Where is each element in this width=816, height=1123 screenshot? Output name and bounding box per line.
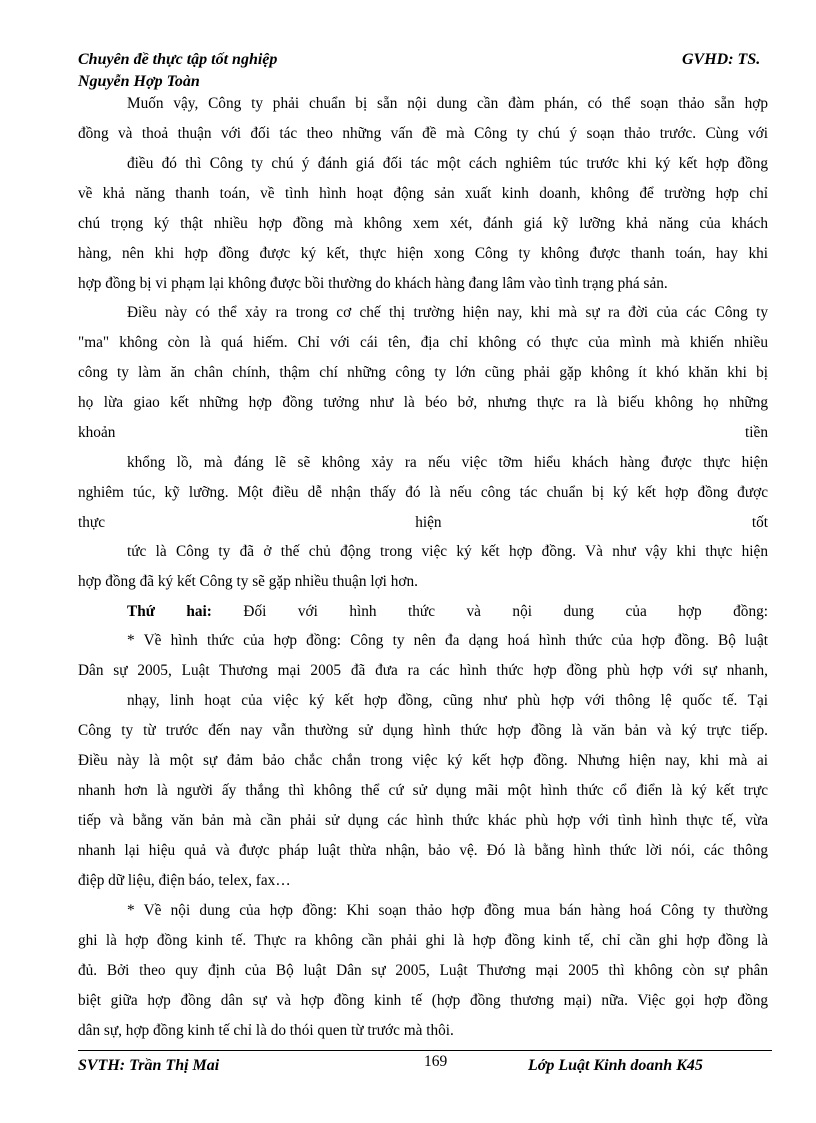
body-line: về khả năng thanh toán, về tình hình hoạt động sản xuất kinh doanh, không để trường hợp chỉ [78,185,768,202]
footer-author: SVTH: Trần Thị Mai [78,1057,220,1074]
body-line: Dân sự 2005, Luật Thương mại 2005 đã đưa ra các hình thức hợp đồng phù hợp với sự nhanh, [78,662,768,679]
body-line: "ma" không còn là quá hiếm. Chỉ với cái tên, địa chỉ không có thực của mình mà khiến nhiều [78,334,768,351]
body-line: Điều này là một sự đảm bảo chắc chắn trong việc ký kết hợp đồng. Nhưng hiện nay, khi mà ai [78,752,768,769]
footer-rule [78,1050,772,1051]
header-title-line2: Nguyễn Hợp Toàn [78,73,200,90]
header-title-line1: Chuyên đề thực tập tốt nghiệp [78,51,278,68]
body-line: công ty làm ăn chân chính, thậm chí những công ty lớn cũng phải gặp không ít khó khăn khi bị [78,364,768,381]
body-line: họ lừa giao kết những hợp đồng tưởng như là béo bở, nhưng thực ra là biếu không họ những [78,394,768,411]
body-line: dân sự, hợp đồng kinh tế chỉ là do thói quen từ trước mà thôi. [78,1022,454,1039]
body-line: chú trọng ký thật nhiều hợp đồng mà không xem xét, đánh giá kỹ lưỡng khả năng của khách [78,215,768,232]
body-line: khổng lồ, mà đáng lẽ sẽ không xảy ra nếu việc tỡm hiểu khách hàng được thực hiện [127,454,768,471]
footer-class: Lớp Luật Kinh doanh K45 [528,1057,703,1074]
body-line: * Về hình thức của hợp đồng: Công ty nên đa dạng hoá hình thức của hợp đồng. Bộ luật [127,632,768,649]
body-line: đủ. Bởi theo quy định của Bộ luật Dân sự 2005, Luật Thương mại 2005 thì không còn sự phân [78,962,768,979]
body-line: hợp đồng bị vi phạm lại không được bồi thường do khách hàng đang lâm vào tình trạng phá sản. [78,275,668,292]
body-line: điều đó thì Công ty chú ý đánh giá đối tác một cách nghiêm túc trước khi ký kết hợp đồng [127,155,768,172]
body-line: đồng và thoả thuận với đối tác theo những vấn đề mà Công ty chú ý soạn thảo trước. Cùng với [78,125,768,142]
body-line: * Về nội dung của hợp đồng: Khi soạn thảo hợp đồng mua bán hàng hoá Công ty thường [127,902,768,919]
body-line: hợp đồng đã ký kết Công ty sẽ gặp nhiều thuận lợi hơn. [78,573,418,590]
section-heading-text: Đối với hình thức và nội dung của hợp đồng: [243,603,768,620]
body-line: nhạy, linh hoạt của việc ký kết hợp đồng, cũng như phù hợp với thông lệ quốc tế. Tại [127,692,768,709]
body-line: Muốn vậy, Công ty phải chuẩn bị sẵn nội dung cần đàm phán, có thể soạn thảo sẵn hợp [127,95,768,112]
body-line: thực hiện tốt [78,514,768,531]
header-gvhd: GVHD: TS. [682,51,761,68]
body-line: Công ty từ trước đến nay vẫn thường sử dụng hình thức hợp đồng là văn bản và ký trực tiếp. [78,722,768,739]
body-line: điệp dữ liệu, điện báo, telex, fax… [78,872,291,889]
body-line: tiếp và bằng văn bản mà cần phải sử dụng các hình thức khác phù hợp với tình hình thực tế, vừa [78,812,768,829]
body-line: nhanh hơn là người ấy thắng thì không thể cứ sử dụng mãi một hình thức cổ điển là ký kết trực [78,782,768,799]
body-line: hàng, nên khi hợp đồng được ký kết, thực hiện xong Công ty không được thanh toán, hay khi [78,245,768,262]
body-line-thu-hai [127,601,768,623]
body-line: nhanh lại hiệu quả và được pháp luật thừa nhận, bảo vệ. Đó là bằng hình thức lời nói, các thông [78,842,768,859]
body-line: khoản tiền [78,424,768,441]
body-line: tức là Công ty đã ở thế chủ động trong việc ký kết hợp đồng. Và như vậy khi thực hiện [127,543,768,560]
page-number: 169 [424,1053,448,1070]
body-line: ghi là hợp đồng kinh tế. Thực ra không cần phải ghi là hợp đồng kinh tế, chỉ cần ghi hợp đồng là [78,932,768,949]
body-line: biệt giữa hợp đồng dân sự và hợp đồng kinh tế (hợp đồng thương mại) nữa. Việc gọi hợp đồng [78,992,768,1009]
bold-lead: Thứ hai: [127,603,212,620]
body-line: nghiêm túc, kỹ lưỡng. Một điều dễ nhận thấy đó là nếu công tác chuẩn bị ký kết hợp đồng được [78,484,768,501]
body-line: Điều này có thể xảy ra trong cơ chế thị trường hiện nay, khi mà sự ra đời của các Công ty [127,304,768,321]
